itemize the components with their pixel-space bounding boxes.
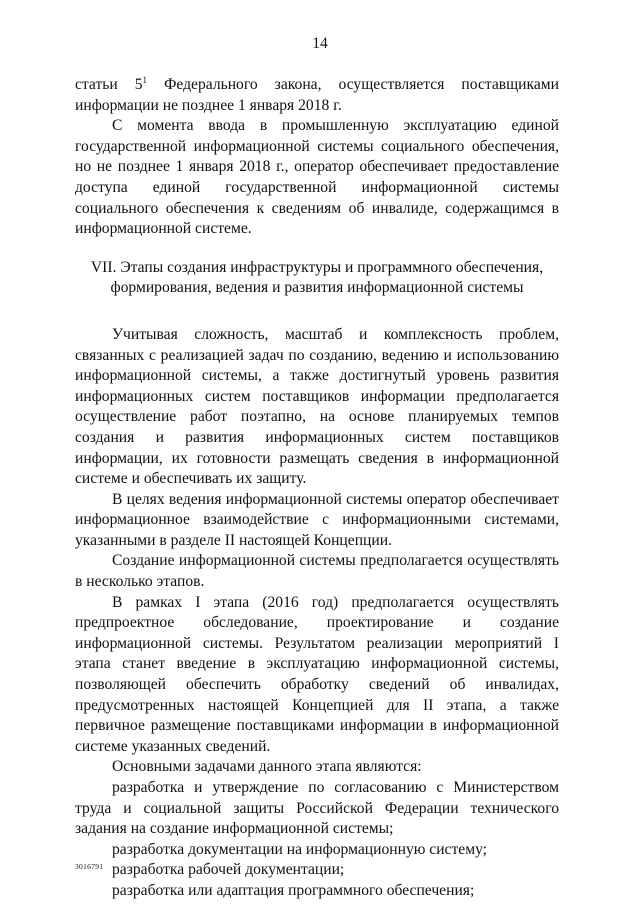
paragraph: В целях ведения информационной системы оператор обеспечивает информационное взаимодействие с информационными системами, указанными в разделе II настоящей Концепции. bbox=[75, 490, 559, 549]
section-heading bbox=[75, 258, 559, 299]
document-code: 3016791 bbox=[75, 862, 104, 871]
paragraph: С момента ввода в промышленную эксплуатацию единой государственной информационной системы социального обеспечения, но не позднее 1 января 2018 г., оператор обеспечивает предоставление доступа единой государственной информационной системы социального обеспечения к сведениям об инвалиде, содержащимся в информационной системе. bbox=[75, 117, 559, 238]
paragraph-text: статьи 5 bbox=[75, 76, 143, 93]
paragraph-continuation bbox=[75, 75, 559, 116]
paragraph: Создание информационной системы предполагается осуществлять в несколько этапов. bbox=[75, 552, 559, 591]
list-item: разработка или адаптация программного обеспечения; bbox=[112, 881, 475, 899]
section-heading-line: формирования, ведения и развития информационной системы bbox=[110, 279, 524, 297]
paragraph: В рамках I этапа (2016 год) предполагается осуществлять предпроектное обследование, проектирование и создание информационной системы. Результатом реализации мероприятий I этапа станет введение в эксплуатацию информационной системы, позволяющей обеспечить обработку сведений об инвалидах, предусмотренных настоящей Концепцией для II этапа, а также первичное размещение поставщиками информации в информационной системе указанных сведений. bbox=[75, 593, 559, 755]
list-item: разработка рабочей документации; bbox=[112, 861, 345, 879]
superscript: 1 bbox=[142, 75, 148, 85]
paragraph-text: Федерального закона, осуществляется поставщиками информации не позднее 1 января 2018 г. bbox=[75, 76, 559, 114]
paragraph: Основными задачами данного этапа являются: bbox=[112, 758, 422, 776]
section-heading-line: VII. Этапы создания инфраструктуры и программного обеспечения, bbox=[90, 258, 544, 276]
list-item: разработка документации на информационную систему; bbox=[112, 840, 488, 858]
list-item: разработка и утверждение по согласованию с Министерством труда и социальной защиты Российской Федерации технического задания на создание информационной системы; bbox=[75, 779, 559, 838]
document-body bbox=[75, 75, 559, 902]
page-number: 14 bbox=[312, 35, 328, 52]
paragraph: Учитывая сложность, масштаб и комплексность проблем, связанных с реализацией задач по созданию, ведению и использованию информационной системы, а также достигнутый уровень развития информационных систем поставщиков информации предполагается осуществление работ поэтапно, на основе планируемых темпов создания и развития информационных систем поставщиков информации, их готовности размещать сведения в информационной системе и обеспечивать их защиту. bbox=[75, 325, 559, 488]
